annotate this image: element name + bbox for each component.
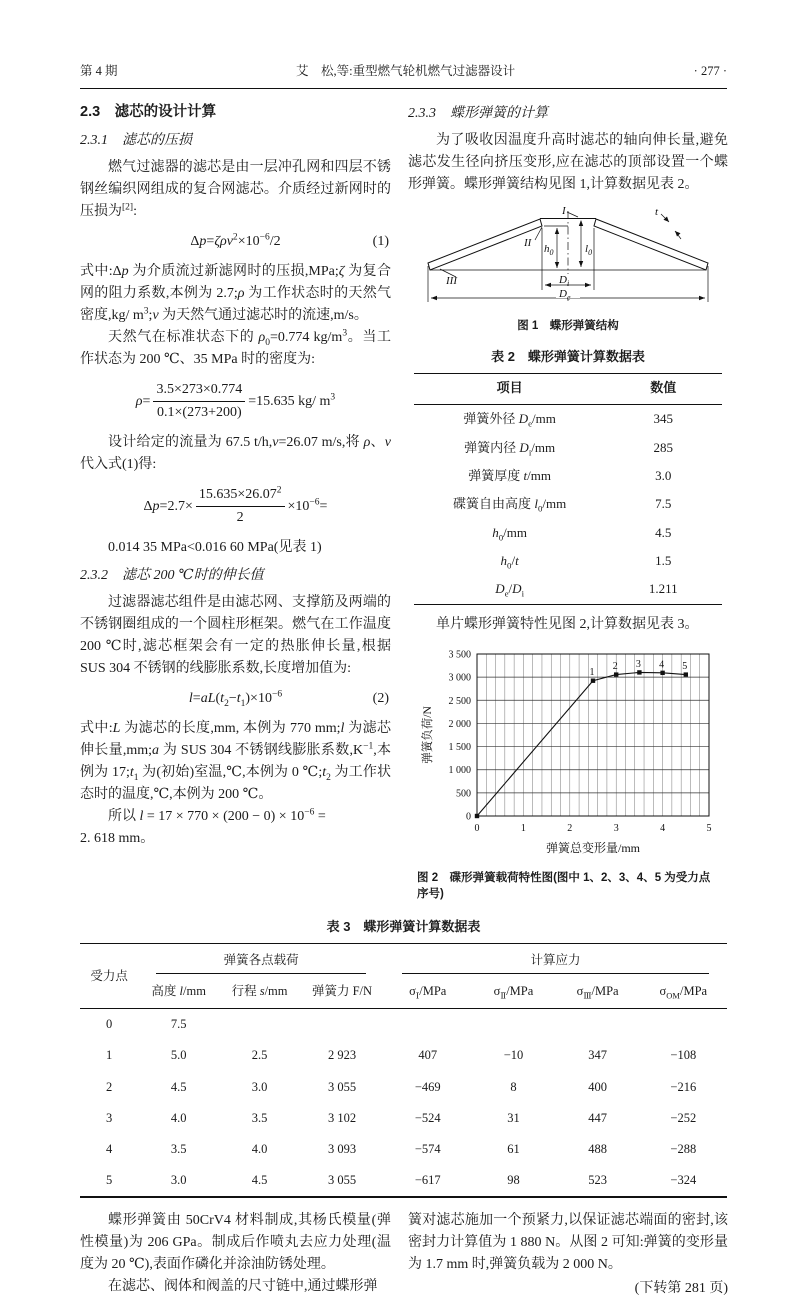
figure-1 <box>418 206 718 334</box>
table-2-item-cell: 弹簧内径 $D_i/mm$ <box>464 439 556 458</box>
issue-label: 第 4 期 <box>80 64 118 78</box>
table-2 <box>414 373 721 605</box>
paragraph-elongation: 过滤器滤芯组件是由滤芯网、支撑筋及两端的不锈钢圈组成的一个圆柱形框架。燃气在工作温度 200 ℃时,滤芯框架会有一定的热胀伸长量,根据 SUS 304 不锈钢的线膨胀系数,长度增加值为: <box>80 595 391 676</box>
citation-ref: [2] <box>122 202 134 213</box>
paragraph-result-line2: 2. 618 mm。 <box>80 831 155 846</box>
cell-sigmaom: −108 <box>670 1048 697 1063</box>
edge3-label: III <box>446 275 457 287</box>
equation-1 <box>80 231 391 253</box>
paragraph-pressure-loss <box>80 157 391 223</box>
chart-grid <box>477 654 709 816</box>
table-row <box>80 1008 727 1040</box>
point-label: 5 <box>682 660 688 672</box>
cell-height: 5.0 <box>170 1048 187 1063</box>
cell-force: 3 102 <box>327 1110 357 1125</box>
y-tick-label: 1 000 <box>448 764 471 776</box>
cell-sigma3 <box>556 1008 640 1040</box>
table-3-subheader: 弹簧力 F/N <box>300 976 384 1009</box>
table-2-header-item: 项目 <box>414 374 604 405</box>
cell-sigma3: 523 <box>588 1173 607 1188</box>
table-3-subheader: 行程 s/mm <box>219 976 300 1009</box>
cell-force <box>300 1008 384 1040</box>
cell-sigma1: −524 <box>414 1110 441 1125</box>
data-point <box>475 813 479 817</box>
paragraph-material: 蝶形弹簧由 50CrV4 材料制成,其杨氏模量(弹性模量)为 206 GPa。制成后作喷丸去应力处理(温度为 20 ℃),表面作磷化并涂油防锈处理。 <box>80 1212 391 1272</box>
left-column <box>80 101 391 902</box>
table-row <box>80 1040 727 1071</box>
cell-sigma1: −469 <box>414 1079 441 1094</box>
edge2-leader <box>535 227 542 240</box>
cell-sigma1: −617 <box>414 1173 441 1188</box>
x-axis-label: 弹簧总变形量/mm <box>545 840 641 855</box>
table-row <box>414 405 721 434</box>
y-tick-label: 500 <box>456 787 471 799</box>
cell-point: 0 <box>105 1017 113 1032</box>
x-tick-label: 4 <box>660 822 666 834</box>
table-2-title: 表 2 蝶形弹簧计算数据表 <box>491 349 645 364</box>
cell-sigma2: 61 <box>507 1141 520 1156</box>
data-point <box>614 672 618 676</box>
fraction <box>153 379 245 424</box>
table-2-item-cell: 弹簧厚度 t/mm <box>468 467 551 483</box>
de-label: $D_e$ <box>559 288 571 302</box>
bottom-columns <box>80 1210 727 1300</box>
table-row <box>414 433 721 461</box>
table-3-section <box>80 916 727 1198</box>
running-title: 艾 松,等:重型燃气轮机燃气过滤器设计 <box>296 64 516 78</box>
page-number: · 277 · <box>693 64 727 78</box>
series-line <box>477 672 686 816</box>
table-row <box>80 1133 727 1164</box>
section-2-3-1-title: 2.3.1 滤芯的压损 <box>80 133 192 148</box>
table-2-header-value: 数值 <box>605 374 722 405</box>
point-label: 3 <box>635 658 641 670</box>
x-tick-label: 2 <box>567 822 573 834</box>
cell-travel: 2.5 <box>251 1048 268 1063</box>
equation-suffix: $\times 10^{-6}=$ <box>287 496 328 514</box>
paragraph-disc-spring: 为了吸收因温度升高时滤芯的轴向伸长量,避免滤芯发生径向挤压变形,应在滤芯的顶部设置一个蝶形弹簧。蝶形弹簧结构见图 1,计算数据见表 2。 <box>408 133 728 192</box>
table-2-value-cell: 4.5 <box>655 524 672 540</box>
cell-sigma1: −574 <box>414 1141 441 1156</box>
y-axis-label: 弹簧负荷/N <box>422 705 434 764</box>
table-row <box>414 490 721 518</box>
figure-2-caption: 图 2 碟形弹簧载荷特性图(图中 1、2、3、4、5 为受力点序号) <box>417 871 711 900</box>
data-points <box>475 659 688 818</box>
table-row <box>80 1102 727 1133</box>
cell-sigma1 <box>384 1008 471 1040</box>
cell-height: 7.5 <box>170 1017 187 1032</box>
cell-sigmaom: −324 <box>670 1173 697 1188</box>
paragraph-text: : <box>133 204 137 219</box>
cell-point: 2 <box>105 1079 113 1094</box>
data-point <box>660 670 664 674</box>
thickness-label: t <box>655 206 659 218</box>
point-label: 2 <box>612 660 618 672</box>
figure-2 <box>417 644 719 902</box>
l0-label: $l_0$ <box>585 243 593 257</box>
y-tick-label: 2 500 <box>448 695 471 707</box>
equation-dp-result: 0.014 35 MPa<0.016 60 MPa(见表 1) <box>108 540 322 555</box>
cell-sigma3: 488 <box>588 1141 607 1156</box>
cell-force: 3 055 <box>327 1079 357 1094</box>
page-header <box>80 60 727 89</box>
table-2-value-cell: 1.5 <box>655 553 672 569</box>
data-point <box>591 678 595 682</box>
spring-load-chart <box>417 644 719 858</box>
cell-force: 2 923 <box>327 1048 357 1063</box>
table-3-header-point: 受力点 <box>80 943 138 1008</box>
y-tick-label: 2 000 <box>448 718 471 730</box>
table-3-group-stress: 计算应力 <box>384 943 727 976</box>
table-row <box>414 519 721 547</box>
cell-travel: 3.0 <box>251 1079 268 1094</box>
data-point <box>637 670 641 674</box>
cell-point: 4 <box>105 1141 113 1156</box>
paragraph-dimension-chain: 在滤芯、阀体和阀盖的尺寸链中,通过蝶形弹 <box>108 1278 378 1294</box>
table-3-group-load: 弹簧各点载荷 <box>138 943 384 976</box>
cell-sigmaom: −288 <box>670 1141 697 1156</box>
cell-travel: 3.5 <box>251 1110 268 1125</box>
cell-sigmaom: −216 <box>670 1079 697 1094</box>
cell-sigma2: 98 <box>507 1173 520 1188</box>
equation-rho <box>80 379 391 424</box>
cell-sigma3: 447 <box>588 1110 607 1125</box>
equation-number: (2) <box>372 691 389 706</box>
cell-sigmaom <box>640 1008 727 1040</box>
equation-prefix: ρ= <box>135 393 151 409</box>
table-2-item-cell: 碟簧自由高度 $l_0/mm$ <box>453 496 567 514</box>
cell-height: 4.0 <box>170 1110 187 1125</box>
edge1-leader <box>567 212 578 217</box>
x-tick-label: 3 <box>613 822 619 834</box>
cell-travel: 4.5 <box>251 1173 268 1188</box>
table-2-item-cell: $h_0/t$ <box>500 553 519 571</box>
table-row <box>414 575 721 604</box>
table-row <box>80 1165 727 1197</box>
point-label: 1 <box>589 666 595 678</box>
paragraph-flow: 设计给定的流量为 67.5 t/h,v=26.07 m/s,将 ρ、v 代入式(1)得: <box>80 435 392 472</box>
bottom-left-column <box>80 1210 391 1300</box>
cell-point: 5 <box>105 1173 113 1188</box>
table-3-title: 表 3 蝶形弹簧计算数据表 <box>326 918 481 934</box>
edge2-label: II <box>524 237 532 249</box>
table-2-item-cell: $h_0/mm$ <box>492 524 528 543</box>
table-2-value-cell: 1.211 <box>648 581 678 597</box>
x-tick-label: 5 <box>706 822 712 834</box>
y-tick-label: 1 500 <box>448 741 471 753</box>
bottom-right-column <box>408 1210 728 1300</box>
equation-2 <box>80 688 391 710</box>
figure-1-caption: 图 1 蝶形弹簧结构 <box>517 320 619 332</box>
cell-sigmaom: −252 <box>670 1110 697 1125</box>
paragraph-eq2-terms: 式中:L 为滤芯的长度,mm, 本例为 770 mm;l 为滤芯伸长量,mm;a 为 SUS 304 不锈钢线膨胀系数$,K^{-1}$,本例为 $17;t_1$ 为(初始)室温,℃,本例为 0 $℃;t_2$ 为工作状态时的温度,℃,本例为 200 ℃。 <box>80 721 392 802</box>
table-3-subheader: $\sigma_Ⅰ$/MPa <box>384 976 471 1009</box>
cell-sigma1: 407 <box>418 1048 438 1063</box>
cell-sigma3: 347 <box>588 1048 607 1063</box>
chart-plot-border <box>477 654 709 816</box>
y-tick-label: 3 000 <box>448 672 471 684</box>
x-tick-label: 1 <box>520 822 526 834</box>
equation-suffix: =15.635 kg/ $m^3$ <box>248 391 336 409</box>
cell-force: 3 093 <box>327 1141 357 1156</box>
di-label: $D_i$ <box>559 274 570 288</box>
table-3-subheader: $\sigma_{OM}$/MPa <box>640 976 727 1009</box>
cell-travel: 4.0 <box>251 1141 268 1156</box>
section-2-3-2-title: 2.3.2 滤芯 200 ℃时的伸长值 <box>80 568 264 583</box>
cell-height: 3.0 <box>170 1173 187 1188</box>
right-disc-section <box>594 219 708 270</box>
y-tick-label: 0 <box>466 811 471 823</box>
disc-spring-diagram <box>418 206 718 306</box>
equation-body: $l=aL(t_2-t_1)\times 10^{-6}$ <box>188 689 283 709</box>
paragraph-density: 天然气在标准状态下的 $\rho_0=0.774$ $kg/m^3$。当工作状态为 200 ℃、35 MPa 时的密度为: <box>80 328 392 367</box>
cell-height: 3.5 <box>170 1141 187 1156</box>
paragraph-preload: 簧对滤芯施加一个预紧力,以保证滤芯端面的密封,该密封力计算值为 1 880 N。从图 2 可知:弹簧的变形量为 1.7 mm 时,弹簧负载为 2 000 N。 <box>408 1212 728 1272</box>
cell-point: 3 <box>105 1110 113 1125</box>
section-2-3-title: 2.3 滤芯的设计计算 <box>80 104 217 120</box>
table-row <box>80 1071 727 1102</box>
continuation-note: (下转第 281 页) <box>634 1280 728 1296</box>
equation-number: (1) <box>372 234 389 249</box>
equation-dp <box>80 484 391 529</box>
paragraph-result-line1: 所以 $l = 17 \times 770 \times (200 - 0) \times 10^{-6}$ = <box>108 807 326 824</box>
fraction-denominator: 2 <box>236 510 244 525</box>
section-2-3-3-title: 2.3.3 蝶形弹簧的计算 <box>408 106 548 121</box>
equation-prefix: Δp=2.7× <box>143 498 193 514</box>
cell-sigma3: 400 <box>588 1079 607 1094</box>
equation-body: $\Delta p=\zeta\rho v^2\times 10^{-6}/2$ <box>190 232 281 249</box>
paragraph-fig2-intro: 单片蝶形弹簧特性见图 2,计算数据见表 3。 <box>436 616 699 632</box>
edge1-label: I <box>562 205 566 217</box>
table-3-subheader: $\sigma_Ⅲ$/MPa <box>556 976 640 1009</box>
table-row <box>414 462 721 490</box>
main-columns <box>80 101 727 902</box>
point-label: 4 <box>659 658 665 670</box>
table-2-value-cell: 345 <box>653 411 673 427</box>
cell-point: 1 <box>105 1048 113 1063</box>
cell-sigma2: 31 <box>507 1110 520 1125</box>
table-3-subheader: $\sigma_Ⅱ$/MPa <box>471 976 555 1009</box>
cell-force: 3 055 <box>327 1173 357 1188</box>
data-point <box>684 672 688 676</box>
cell-sigma2: −10 <box>503 1048 524 1063</box>
fraction <box>196 484 285 529</box>
table-2-value-cell: 7.5 <box>655 496 672 512</box>
x-tick-label: 0 <box>474 822 480 834</box>
paragraph-text: 燃气过滤器的滤芯是由一层冲孔网和四层不锈钢丝编织网组成的复合网滤芯。介质经过新网时的压损为 <box>80 160 391 219</box>
fraction-denominator: 0.1×(273+200) <box>157 405 242 420</box>
table-2-item-cell: 弹簧外径 $D_e/mm$ <box>463 411 556 429</box>
table-2-item-cell: $D_e/D_i$ <box>495 581 525 600</box>
paragraph-eq1-terms: 式中:Δp 为介质流过新滤网时的压损,MPa;ζ 为复合网的阻力系数,本例为 2.7;ρ 为工作状态时的天然气密度,kg/ $m^3;v$ 为天然气通过滤芯时的流速,m/s。 <box>80 264 392 323</box>
right-column <box>408 101 728 902</box>
cell-travel <box>219 1008 300 1040</box>
fraction-numerator: 3.5×273×0.774 <box>153 379 245 402</box>
fraction-numerator: $15.635\times 26.07^2$ <box>196 484 285 507</box>
cell-height: 4.5 <box>170 1079 187 1094</box>
h0-label: $h_0$ <box>544 243 554 257</box>
table-2-value-cell: 285 <box>653 439 673 455</box>
table-3-subheader: 高度 l/mm <box>138 976 219 1009</box>
cell-sigma2: 8 <box>510 1079 517 1094</box>
table-row <box>414 547 721 575</box>
table-3 <box>80 943 727 1198</box>
figure-labels <box>445 205 659 302</box>
cell-sigma2 <box>471 1008 555 1040</box>
y-tick-label: 3 500 <box>448 649 471 661</box>
table-2-value-cell: 3.0 <box>655 467 672 483</box>
